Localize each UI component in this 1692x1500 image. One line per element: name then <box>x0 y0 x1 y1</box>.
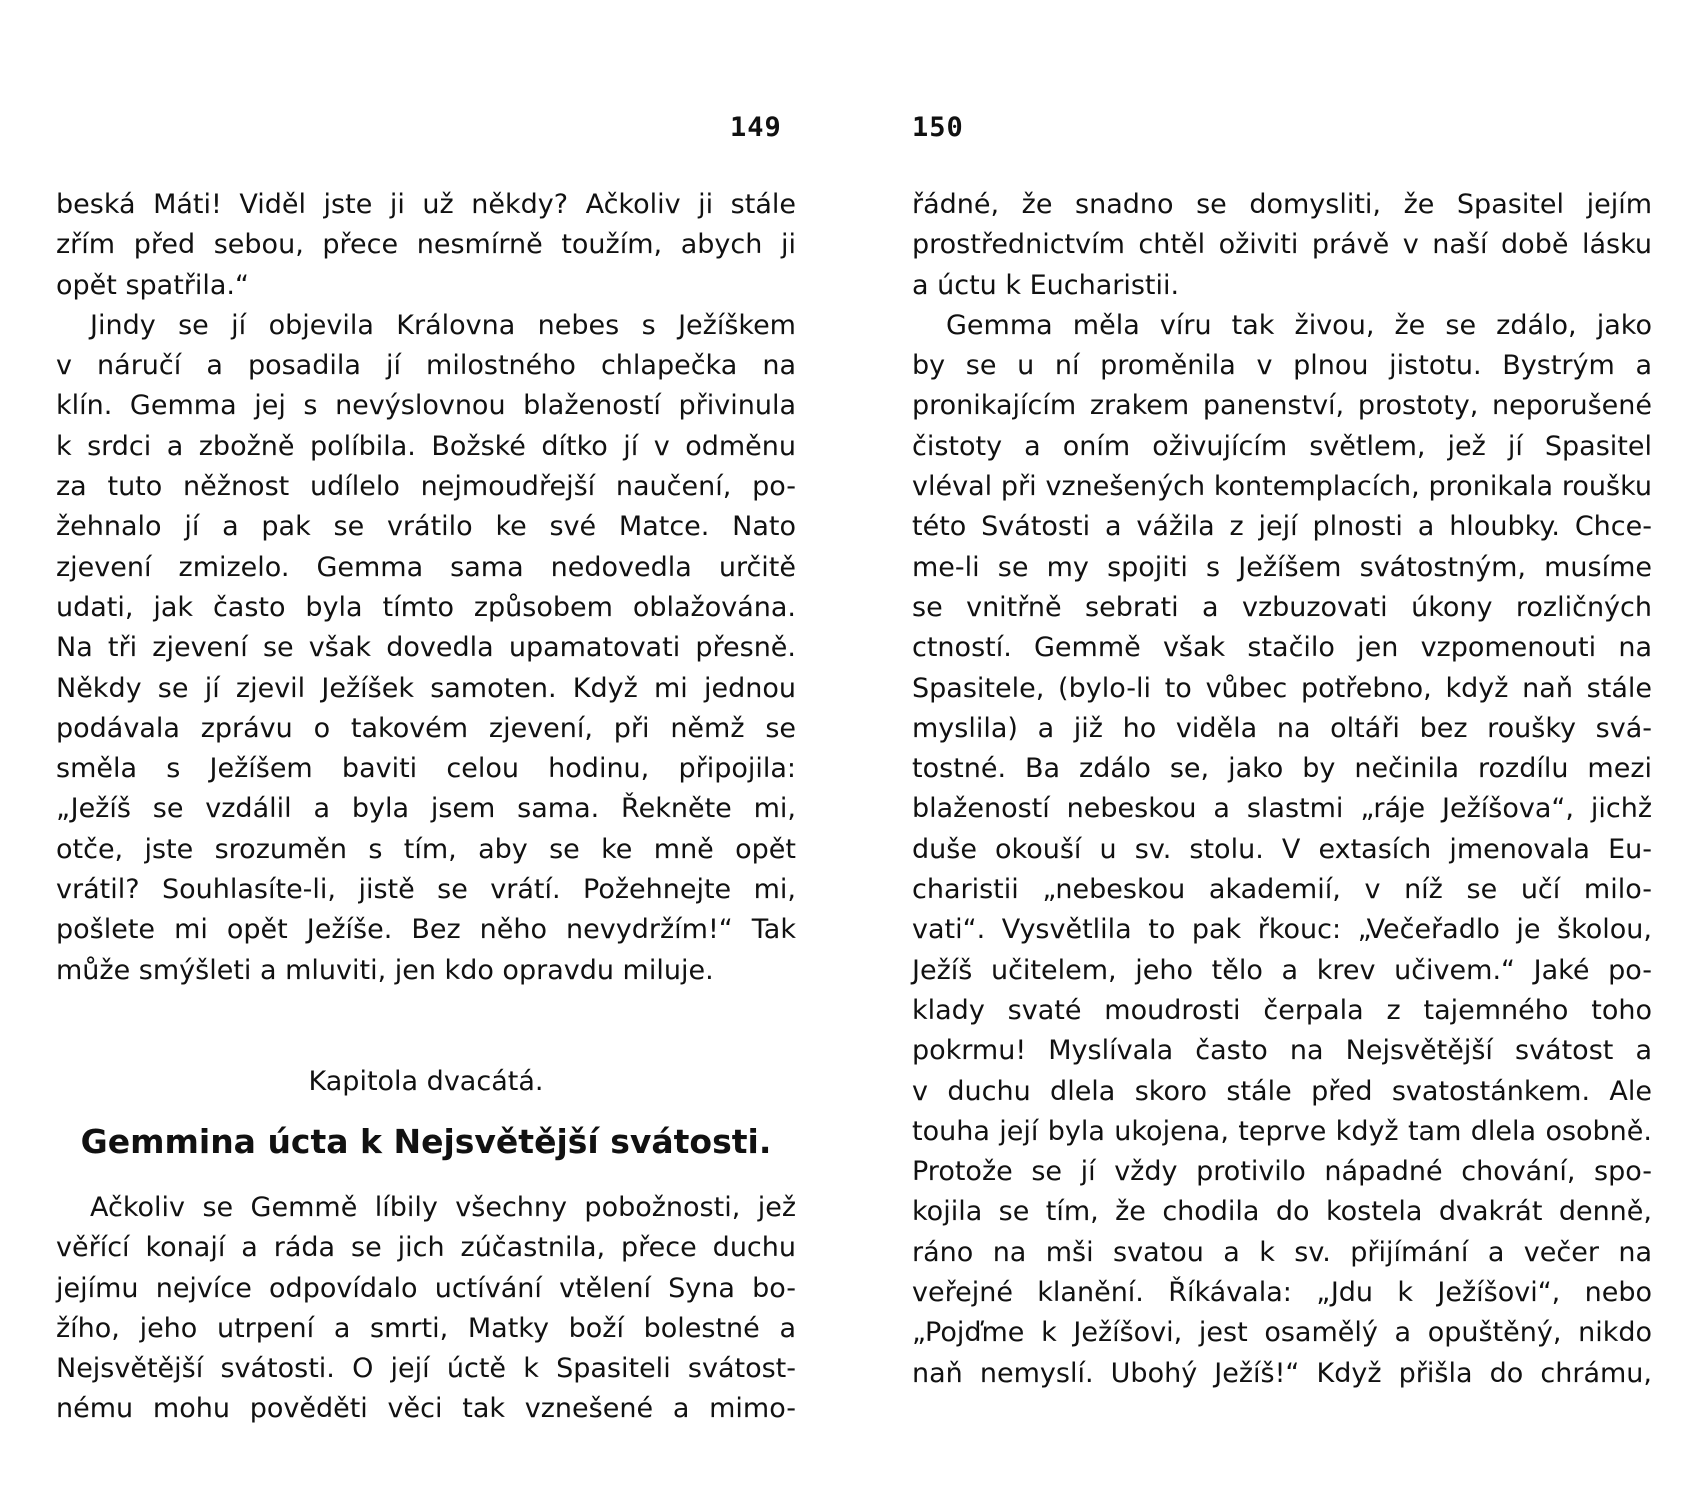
text-line: zjevení zmizelo. Gemma sama nedovedla určitě <box>56 551 796 583</box>
text-line: „Pojďme k Ježíšovi, jest osamělý a opuštěný, nikdo <box>912 1317 1652 1349</box>
text-line: blažeností nebeskou a slastmi „ráje Ježíšova“, jichž <box>912 793 1652 825</box>
text-line: charistii „nebeskou akademií, v níž se učí milo- <box>912 874 1652 906</box>
page-number-left: 149 <box>730 112 782 143</box>
text-line: řádné, že snadno se domysliti, že Spasitel jejím <box>912 189 1652 220</box>
text-line: touha její byla ukojena, teprve když tam dlela osobně. <box>912 1115 1652 1147</box>
text-line: Ježíš učitelem, jeho tělo a krev učivem.“ Jaké po- <box>912 954 1652 986</box>
text-line: za tuto něžnost udílelo nejmoudřejší naučení, po- <box>56 471 796 503</box>
text-line: jejímu nejvíce odpovídalo uctívání vtělení Syna bo- <box>56 1272 796 1304</box>
text-line: Na tři zjevení se však dovedla upamatovati přesně. <box>56 632 796 664</box>
text-line: klady svaté moudrosti čerpala z tajemného toho <box>912 994 1652 1026</box>
left-text-top <box>56 185 796 991</box>
right-page <box>846 0 1692 1500</box>
text-line: ctností. Gemmě však stačilo jen vzpomenouti na <box>912 632 1652 664</box>
text-line: k srdci a zbožně políbila. Božské dítko jí v odměnu <box>56 430 796 462</box>
text-line: pronikajícím zrakem panenství, prostoty, neporušené <box>912 390 1652 422</box>
text-line: pošlete mi opět Ježíše. Bez něho nevydržím!“ Tak <box>56 914 796 946</box>
chapter-label: Kapitola dvacátá. <box>308 1066 544 1097</box>
text-line: Spasitele, (bylo-li to vůbec potřebno, když naň stále <box>912 672 1652 704</box>
text-line: Gemma měla víru tak živou, že se zdálo, jako <box>946 309 1652 341</box>
text-line: nému mohu pověděti věci tak vznešené a mimo- <box>56 1393 796 1425</box>
text-line: čistoty a oním oživujícím světlem, jež jí Spasitel <box>912 430 1652 462</box>
text-line: kojila se tím, že chodila do kostela dvakrát denně, <box>912 1196 1652 1228</box>
text-line: vati“. Vysvětlila to pak řkouc: „Večeřadlo je školou, <box>912 914 1652 946</box>
text-line: zřím před sebou, přece nesmírně toužím, abych ji <box>56 229 796 261</box>
text-line: naň nemyslí. Ubohý Ježíš!“ Když přišla do chrámu, <box>912 1357 1652 1389</box>
text-line: klín. Gemma jej s nevýslovnou blažeností přivinula <box>56 390 796 422</box>
text-line: žího, jeho utrpení a smrti, Matky boží bolestné a <box>56 1312 796 1344</box>
text-line: Protože se jí vždy protivilo nápadné chování, spo- <box>912 1156 1652 1188</box>
text-line: vléval při vznešených kontemplacích, pronikala roušku <box>912 471 1652 503</box>
text-line: směla s Ježíšem baviti celou hodinu, připojila: <box>56 753 796 785</box>
text-line: a úctu k Eucharistii. <box>912 269 1180 301</box>
text-line: otče, jste srozuměn s tím, aby se ke mně opět <box>56 833 796 865</box>
text-line: Někdy se jí zjevil Ježíšek samoten. Když mi jednou <box>56 672 796 704</box>
text-line: Ačkoliv se Gemmě líbily všechny pobožnosti, jež <box>90 1192 796 1223</box>
text-line: v duchu dlela skoro stále před svatostánkem. Ale <box>912 1075 1652 1107</box>
text-line: Jindy se jí objevila Královna nebes s Ježíškem <box>90 309 796 341</box>
text-line: me-li se my spojiti s Ježíšem svátostným, musíme <box>912 551 1652 583</box>
right-text <box>912 185 1652 1394</box>
text-line: ráno na mši svatou a k sv. přijímání a večer na <box>912 1236 1652 1268</box>
text-line: udati, jak často byla tímto způsobem oblažována. <box>56 591 796 623</box>
text-line: se vnitřně sebrati a vzbuzovati úkony rozličných <box>912 591 1652 623</box>
left-text-bottom <box>56 1188 796 1430</box>
text-line: může smýšleti a mluviti, jen kdo opravdu miluje. <box>56 954 714 986</box>
text-line: v náručí a posadila jí milostného chlapečka na <box>56 350 796 382</box>
text-line: věřící konají a ráda se jich zúčastnila, přece duchu <box>56 1232 796 1264</box>
text-line: „Ježíš se vzdálil a byla jsem sama. Řekněte mi, <box>56 793 796 825</box>
text-line: opět spatřila.“ <box>56 269 249 301</box>
text-line: duše okouší u sv. stolu. V extasích jmenovala Eu- <box>912 833 1652 865</box>
text-line: myslila) a již ho viděla na oltáři bez roušky svá- <box>912 712 1652 744</box>
text-line: veřejné klanění. Říkávala: „Jdu k Ježíšovi“, nebo <box>912 1277 1652 1309</box>
text-line: žehnalo jí a pak se vrátilo ke své Matce. Nato <box>56 511 796 543</box>
text-line: by se u ní proměnila v plnou jistotu. Bystrým a <box>912 350 1652 382</box>
chapter-title: Gemmina úcta k Nejsvětější svátosti. <box>80 1122 772 1161</box>
text-line: vrátil? Souhlasíte-li, jistě se vrátí. Požehnejte mi, <box>56 874 796 906</box>
text-line: Nejsvětější svátosti. O její úctě k Spasiteli svátost- <box>56 1353 796 1385</box>
text-line: prostřednictvím chtěl oživiti právě v naší době lásku <box>912 229 1652 261</box>
text-line: beská Máti! Viděl jste ji už někdy? Ačkoliv ji stále <box>56 189 796 220</box>
page-number-right: 150 <box>912 112 964 143</box>
text-line: pokrmu! Myslívala často na Nejsvětější svátost a <box>912 1035 1652 1067</box>
text-line: tostné. Ba zdálo se, jako by nečinila rozdílu mezi <box>912 753 1652 785</box>
text-line: podávala zprávu o takovém zjevení, při němž se <box>56 712 796 744</box>
text-line: této Svátosti a vážila z její plnosti a hloubky. Chce- <box>912 511 1652 543</box>
